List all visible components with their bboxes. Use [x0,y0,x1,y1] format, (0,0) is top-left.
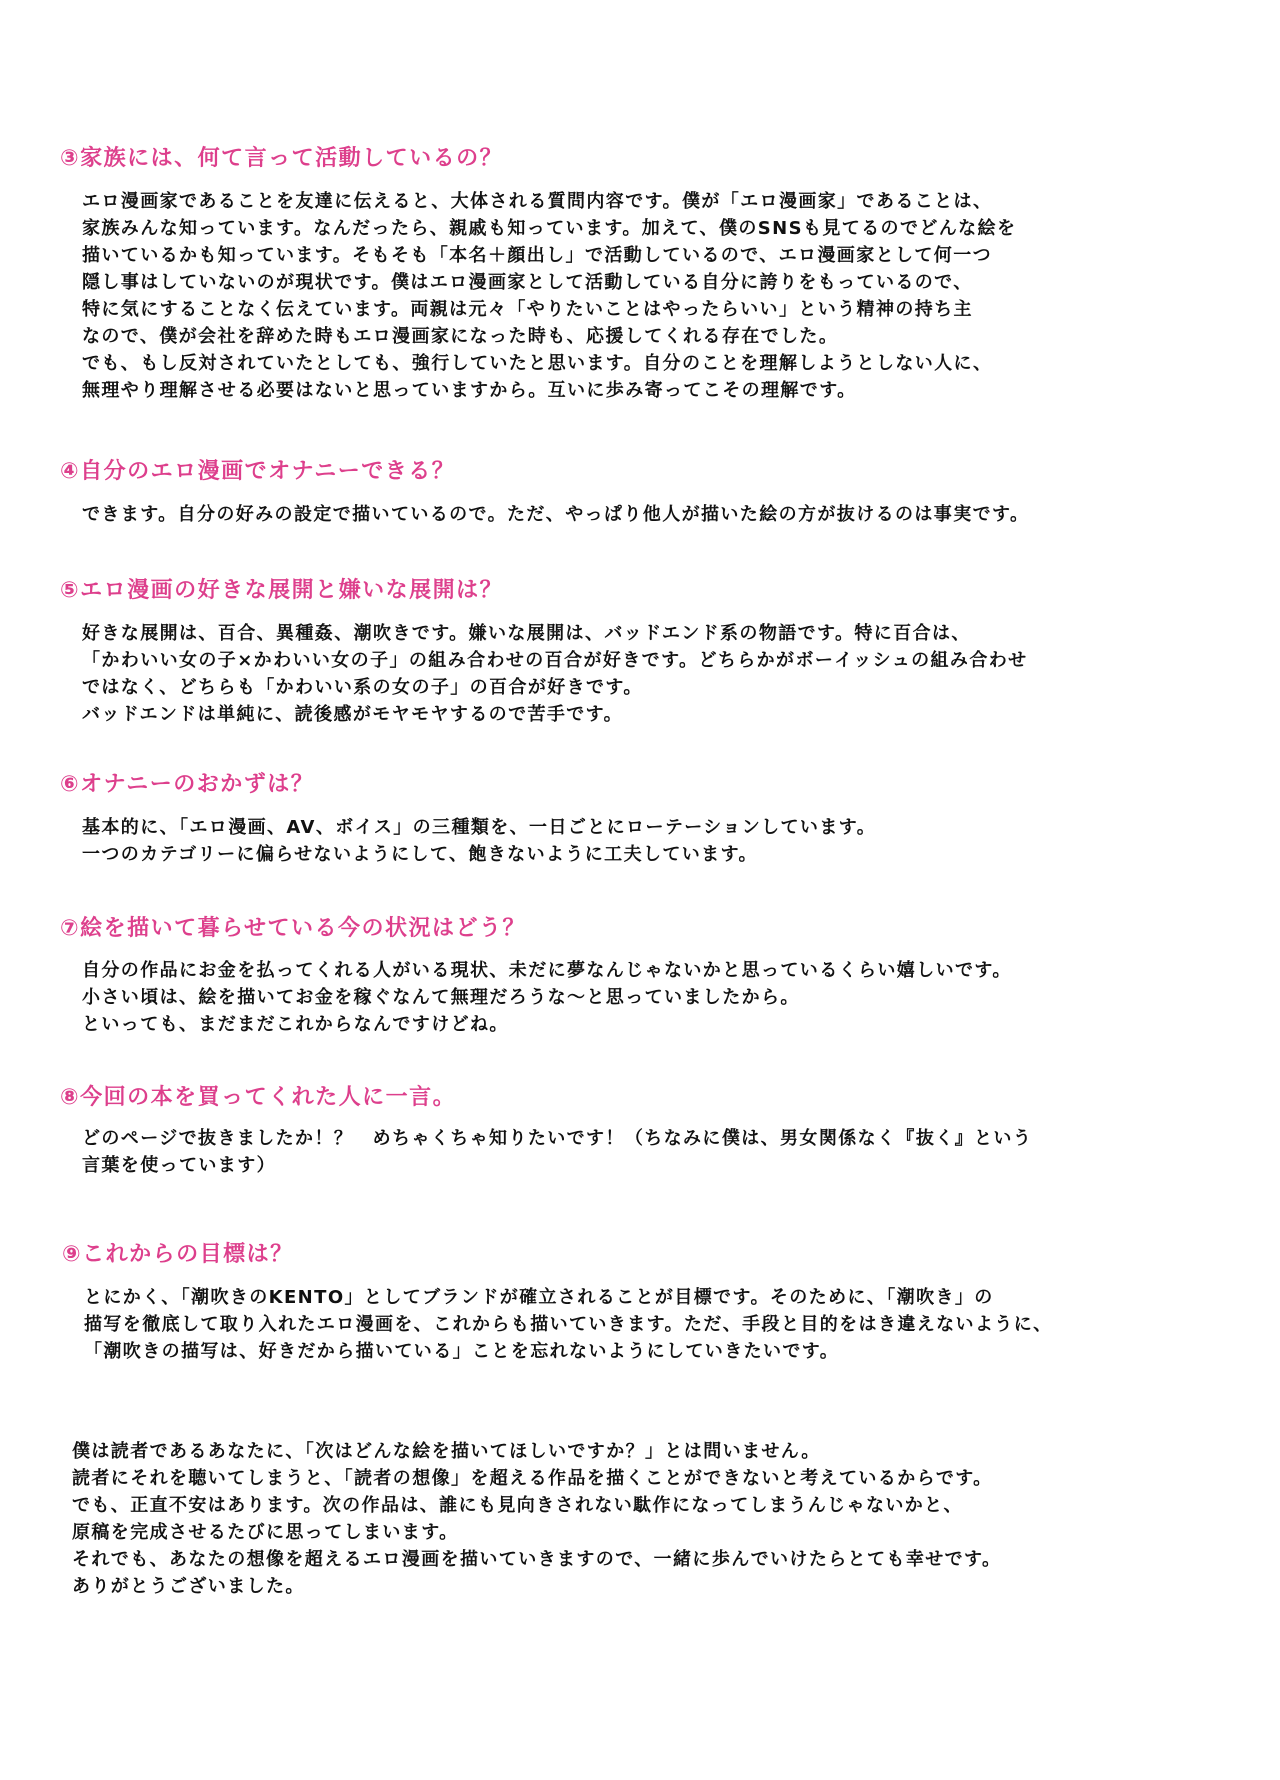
answer-line: 基本的に、「エロ漫画、AV、ボイス」の三種類を、一日ごとにローテーションしています。 [82,817,877,838]
answer-text [82,620,1028,728]
question-heading: ③家族には、何て言って活動しているの？ [60,146,504,171]
answer-line: 特に気にすることなく伝えています。両親は元々「やりたいことはやったらいい」という精神の持ち主 [82,299,973,320]
answer-line: なので、僕が会社を辞めた時もエロ漫画家になった時も、応援してくれる存在でした。 [82,326,839,347]
answer-text [84,1284,1053,1365]
answer-line: 「潮吹きの描写は、好きだから描いている」ことを忘れないようにしていきたいです。 [84,1341,840,1362]
closing-message [72,1438,1001,1600]
answer-text [82,1125,1032,1179]
answer-line: 家族みんな知っています。なんだったら、親戚も知っています。加えて、僕のSNSも見てるのでどんな絵を [82,218,1017,239]
closing-line: でも、正直不安はあります。次の作品は、誰にも見向きされない駄作になってしまうんじゃないかと、 [72,1495,963,1516]
answer-line: バッドエンドは単純に、読後感がモヤモヤするので苦手です。 [82,704,624,725]
answer-text [82,957,1012,1038]
answer-line: 隠し事はしていないのが現状です。僕はエロ漫画家として活動している自分に誇りをもっているので、 [82,272,973,293]
answer-line: でも、もし反対されていたとしても、強行していたと思います。自分のことを理解しようとしない人に、 [82,353,993,374]
question-heading: ⑨これからの目標は？ [62,1242,294,1267]
answer-line: エロ漫画家であることを友達に伝えると、大体される質問内容です。僕が「エロ漫画家」であることは、 [82,191,993,212]
answer-line: 無理やり理解させる必要はないと思っていますから。互いに歩み寄ってこその理解です。 [82,380,857,401]
answer-text [82,188,1016,404]
answer-line: 描いているかも知っています。そもそも「本名＋顔出し」で活動しているので、エロ漫画家として何一つ [82,245,992,266]
answer-text [82,814,876,868]
answer-line: 好きな展開は、百合、異種姦、潮吹きです。嫌いな展開は、バッドエンド系の物語です。特に百合は、 [82,623,971,644]
closing-line: 僕は読者であるあなたに、「次はどんな絵を描いてほしいですか？」とは問いません。 [72,1441,821,1462]
answer-line: とにかく、「潮吹きのKENTO」としてブランドが確立されることが目標です。そのために、「潮吹き」の [84,1287,994,1308]
answer-text [82,501,1029,528]
answer-line: 描写を徹底して取り入れたエロ漫画を、これからも描いていきます。ただ、手段と目的をはき違えないように、 [84,1314,1053,1335]
answer-line: ではなく、どちらも「かわいい系の女の子」の百合が好きです。 [82,677,643,698]
question-heading: ⑦絵を描いて暮らせている今の状況はどう？ [60,916,526,941]
closing-line: 読者にそれを聴いてしまうと、「読者の想像」を超える作品を描くことができないと考えているからです。 [72,1468,993,1489]
question-heading: ⑤エロ漫画の好きな展開と嫌いな展開は？ [60,578,504,603]
question-heading: ⑧今回の本を買ってくれた人に一言。 [60,1085,457,1110]
closing-line: それでも、あなたの想像を超えるエロ漫画を描いていきますので、一緒に歩んでいけたらとても幸せです。 [72,1549,1002,1570]
closing-line: 原稿を完成させるたびに思ってしまいます。 [72,1522,459,1543]
answer-line: 自分の作品にお金を払ってくれる人がいる現状、未だに夢なんじゃないかと思っているくらい嬉しいです。 [82,960,1012,981]
answer-line: 「かわいい女の子×かわいい女の子」の組み合わせの百合が好きです。どちらかがボーイッシュの組み合わせ [82,650,1028,671]
answer-line: といっても、まだまだこれからなんですけどね。 [82,1014,509,1035]
question-heading: ④自分のエロ漫画でオナニーできる？ [60,459,456,484]
question-heading: ⑥オナニーのおかずは？ [60,772,315,797]
answer-line: 一つのカテゴリーに偏らせないようにして、飽きないように工夫しています。 [82,844,758,865]
answer-line: できます。自分の好みの設定で描いているので。ただ、やっぱり他人が描いた絵の方が抜けるのは事実です。 [82,504,1030,525]
answer-line: 言葉を使っています） [82,1155,276,1176]
closing-line: ありがとうございました。 [72,1576,305,1597]
answer-line: どのページで抜きましたか！？ めちゃくちゃ知りたいです！（ちなみに僕は、男女関係なく『抜く』という [82,1128,1033,1149]
answer-line: 小さい頃は、絵を描いてお金を稼ぐなんて無理だろうな〜と思っていましたから。 [82,987,800,1008]
